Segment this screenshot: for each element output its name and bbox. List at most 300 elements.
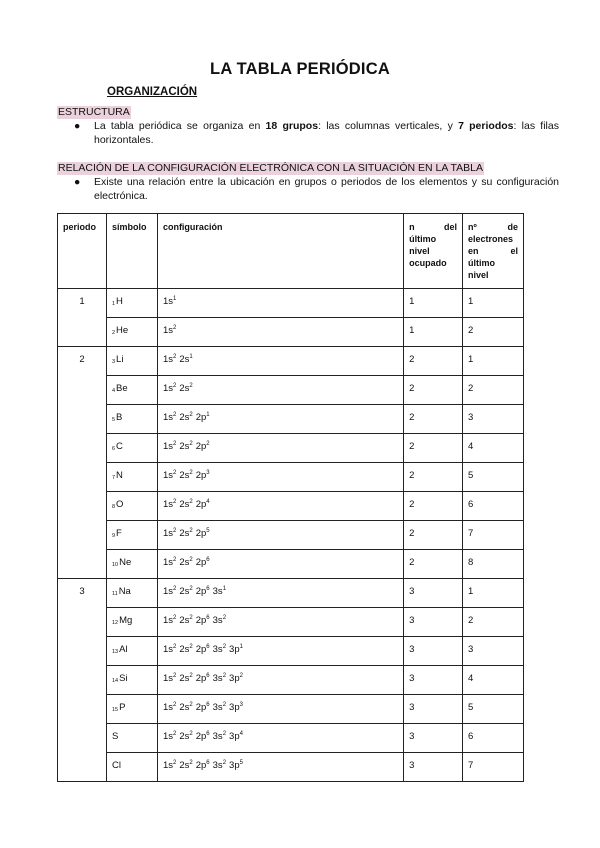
configuration-cell (157, 724, 403, 753)
electron-count: 2 (239, 673, 243, 679)
orbital-label: 2s (179, 383, 190, 394)
orbital-label: 2s (179, 412, 190, 423)
orbital-term (163, 441, 176, 452)
orbital-label: 3p (229, 760, 240, 771)
symbol-cell (106, 695, 157, 724)
element-symbol: Ne (119, 557, 132, 568)
atomic-number: 7 (111, 475, 116, 481)
configuration-cell (157, 405, 403, 434)
orbital-term (179, 470, 192, 481)
table-row (58, 666, 524, 695)
orbital-label: 2s (179, 441, 190, 452)
electrons-cell: 4 (463, 434, 524, 463)
element-symbol: F (116, 528, 122, 539)
electron-count: 6 (206, 760, 210, 766)
electrons-cell: 8 (463, 550, 524, 579)
periodic-config-table (57, 213, 524, 782)
orbital-term (163, 470, 176, 481)
symbol-cell (106, 289, 157, 318)
atomic-number: 5 (111, 417, 116, 423)
electron-count: 2 (172, 673, 177, 679)
orbital-term (229, 673, 243, 684)
orbital-label: 2s (179, 528, 190, 539)
orbital-label: 2s (179, 470, 190, 481)
electron-count: 2 (189, 383, 193, 389)
electrons-cell: 1 (463, 347, 524, 376)
orbital-label: 1s (162, 557, 173, 568)
periodo-cell: 3 (58, 579, 107, 782)
element-symbol: Na (118, 586, 131, 597)
electron-count: 2 (222, 673, 227, 679)
level-cell: 3 (404, 579, 463, 608)
orbital-label: 1s (162, 644, 173, 655)
table-row (58, 289, 524, 318)
atomic-number: 1 (111, 301, 116, 307)
orbital-label: 1s (162, 441, 173, 452)
table-row (58, 637, 524, 666)
level-cell: 2 (404, 347, 463, 376)
orbital-label: 1s (162, 528, 173, 539)
orbital-label: 2p (195, 615, 207, 626)
orbital-term (163, 760, 176, 771)
orbital-term (163, 644, 176, 655)
electrons-cell: 2 (463, 318, 524, 347)
table-row (58, 434, 524, 463)
electron-count: 2 (189, 412, 193, 418)
orbital-term (196, 441, 210, 452)
orbital-term (179, 354, 192, 365)
orbital-term (163, 296, 176, 307)
orbital-term (196, 673, 210, 684)
atomic-number: 12 (111, 620, 119, 626)
electron-count: 2 (189, 644, 193, 650)
element-symbol: Be (116, 383, 128, 394)
header-electrones: nº de electrones en el último nivel (463, 214, 524, 289)
orbital-label: 2p (195, 557, 207, 568)
header-nivel: n del último nivel ocupado (404, 214, 463, 289)
orbital-term (179, 644, 192, 655)
orbital-term (179, 702, 192, 713)
electron-count: 3 (239, 702, 243, 708)
configuration-cell (157, 492, 403, 521)
section-subtitle: ORGANIZACIÓN (107, 86, 198, 98)
orbital-term (179, 673, 192, 684)
electron-count: 4 (239, 731, 243, 737)
orbital-label: 2s (179, 557, 190, 568)
table-row (58, 492, 524, 521)
orbital-label: 2s (179, 615, 190, 626)
orbital-term (179, 731, 192, 742)
orbital-label: 1s (162, 296, 173, 307)
table-row (58, 347, 524, 376)
electron-count: 6 (206, 644, 210, 650)
orbital-term (163, 499, 176, 510)
electron-count: 2 (172, 412, 177, 418)
table-row (58, 463, 524, 492)
orbital-label: 2p (195, 499, 207, 510)
bullet-relacion (74, 175, 559, 203)
orbital-label: 1s (162, 325, 173, 336)
electrons-cell: 5 (463, 695, 524, 724)
atomic-number: 13 (111, 649, 119, 655)
orbital-label: 2p (195, 702, 207, 713)
orbital-term (229, 731, 243, 742)
orbital-term (179, 412, 192, 423)
electrons-cell: 6 (463, 492, 524, 521)
orbital-label: 2s (179, 702, 190, 713)
orbital-label: 3s (212, 586, 223, 597)
table-row (58, 521, 524, 550)
table-row (58, 579, 524, 608)
electron-count: 2 (172, 615, 177, 621)
electron-count: 2 (222, 615, 227, 621)
electrons-cell: 1 (463, 579, 524, 608)
orbital-term (213, 702, 226, 713)
configuration-cell (157, 637, 403, 666)
electron-count: 2 (172, 499, 177, 505)
atomic-number: 3 (111, 359, 116, 365)
orbital-label: 3s (212, 644, 223, 655)
orbital-term (196, 470, 210, 481)
table-row (58, 405, 524, 434)
electron-count: 2 (172, 760, 177, 766)
electron-count: 2 (189, 702, 193, 708)
symbol-cell (106, 376, 157, 405)
electrons-cell: 4 (463, 666, 524, 695)
symbol-cell (106, 666, 157, 695)
orbital-term (179, 557, 192, 568)
orbital-label: 3s (212, 615, 223, 626)
orbital-term (163, 528, 176, 539)
configuration-cell (157, 579, 403, 608)
orbital-label: 3p (229, 644, 240, 655)
orbital-label: 2s (179, 673, 190, 684)
electron-count: 2 (172, 441, 177, 447)
bullet-text: La tabla periódica se organiza en 18 grupos: las columnas verticales, y 7 periodos: las filas horizontales. (94, 120, 559, 146)
orbital-label: 1s (162, 760, 173, 771)
electron-count: 2 (172, 586, 177, 592)
orbital-label: 2s (179, 760, 190, 771)
level-cell: 3 (404, 637, 463, 666)
atomic-number: 9 (111, 533, 116, 539)
orbital-term (213, 644, 226, 655)
electron-count: 2 (222, 731, 227, 737)
periodo-cell: 1 (58, 289, 107, 347)
bullet-estructura (74, 119, 559, 147)
level-cell: 2 (404, 492, 463, 521)
configuration-cell (157, 434, 403, 463)
orbital-term (163, 702, 176, 713)
level-cell: 3 (404, 695, 463, 724)
atomic-number: 8 (111, 504, 116, 510)
orbital-term (179, 499, 192, 510)
orbital-term (196, 528, 210, 539)
orbital-term (213, 586, 226, 597)
orbital-label: 2s (179, 731, 190, 742)
orbital-term (179, 760, 192, 771)
electron-count: 2 (172, 325, 177, 331)
electron-count: 4 (206, 499, 210, 505)
electron-count: 1 (239, 644, 243, 650)
electron-count: 6 (206, 702, 210, 708)
electron-count: 2 (189, 528, 193, 534)
element-symbol: P (119, 702, 126, 713)
symbol-cell (106, 434, 157, 463)
configuration-cell (157, 289, 403, 318)
atomic-number: 15 (111, 707, 119, 713)
electron-count: 2 (189, 731, 193, 737)
section-heading-estructura: ESTRUCTURA (58, 106, 130, 118)
electron-count: 1 (189, 354, 193, 360)
electrons-cell: 7 (463, 521, 524, 550)
orbital-label: 1s (162, 731, 173, 742)
orbital-term (179, 615, 192, 626)
bullet-dot-icon: ● (74, 176, 81, 188)
electron-count: 2 (222, 760, 227, 766)
table-header-row (58, 214, 524, 289)
element-symbol: N (116, 470, 123, 481)
level-cell: 2 (404, 405, 463, 434)
symbol-cell (106, 318, 157, 347)
electrons-cell: 6 (463, 724, 524, 753)
orbital-label: 2p (195, 441, 207, 452)
orbital-term (213, 760, 226, 771)
orbital-term (163, 412, 176, 423)
orbital-term (163, 354, 176, 365)
electron-count: 2 (189, 499, 193, 505)
orbital-label: 3s (212, 731, 223, 742)
symbol-cell (106, 550, 157, 579)
orbital-label: 1s (162, 673, 173, 684)
symbol-cell (106, 492, 157, 521)
configuration-cell (157, 318, 403, 347)
electrons-cell: 3 (463, 637, 524, 666)
configuration-cell (157, 666, 403, 695)
level-cell: 2 (404, 434, 463, 463)
orbital-term (229, 644, 243, 655)
electron-count: 3 (206, 470, 210, 476)
electron-count: 2 (189, 470, 193, 476)
orbital-term (196, 557, 210, 568)
electron-count: 6 (206, 731, 210, 737)
orbital-label: 2p (195, 470, 207, 481)
level-cell: 1 (404, 289, 463, 318)
level-cell: 3 (404, 666, 463, 695)
level-cell: 2 (404, 521, 463, 550)
level-cell: 1 (404, 318, 463, 347)
configuration-cell (157, 695, 403, 724)
electron-count: 2 (189, 615, 193, 621)
electron-count: 2 (222, 644, 227, 650)
electrons-cell: 5 (463, 463, 524, 492)
orbital-term (196, 760, 210, 771)
orbital-term (196, 412, 210, 423)
electron-count: 1 (172, 296, 177, 302)
symbol-cell (106, 521, 157, 550)
symbol-cell (106, 405, 157, 434)
atomic-number: 10 (111, 562, 119, 568)
orbital-label: 3s (212, 673, 223, 684)
orbital-label: 3p (229, 731, 240, 742)
orbital-label: 3p (229, 702, 240, 713)
table-row (58, 376, 524, 405)
electron-count: 2 (172, 383, 177, 389)
orbital-label: 2s (179, 354, 190, 365)
atomic-number: 4 (111, 388, 116, 394)
electron-count: 2 (189, 441, 193, 447)
orbital-label: 2p (195, 673, 207, 684)
orbital-label: 2s (179, 586, 190, 597)
orbital-term (179, 383, 192, 394)
electron-count: 2 (172, 528, 177, 534)
configuration-cell (157, 550, 403, 579)
element-symbol: B (116, 412, 123, 423)
element-symbol: S (111, 731, 119, 742)
configuration-cell (157, 521, 403, 550)
electron-count: 6 (206, 615, 210, 621)
element-symbol: Al (119, 644, 128, 655)
element-symbol: Li (116, 354, 124, 365)
element-symbol: O (116, 499, 124, 510)
level-cell: 3 (404, 608, 463, 637)
element-symbol: He (116, 325, 129, 336)
configuration-cell (157, 347, 403, 376)
orbital-label: 2p (195, 760, 207, 771)
orbital-label: 1s (162, 354, 173, 365)
table-row (58, 550, 524, 579)
orbital-term (229, 702, 243, 713)
electron-count: 1 (222, 586, 227, 592)
level-cell: 2 (404, 376, 463, 405)
bullet-dot-icon: ● (74, 120, 81, 132)
electron-count: 1 (206, 412, 210, 418)
orbital-label: 2s (179, 644, 190, 655)
orbital-label: 2p (195, 528, 207, 539)
level-cell: 3 (404, 724, 463, 753)
orbital-label: 1s (162, 615, 173, 626)
symbol-cell (106, 463, 157, 492)
page-title: LA TABLA PERIÓDICA (210, 60, 390, 78)
header-configuracion: configuración (157, 214, 403, 289)
orbital-label: 2p (195, 731, 207, 742)
table-body (58, 289, 524, 782)
electron-count: 2 (172, 557, 177, 563)
table-row (58, 753, 524, 782)
configuration-cell (157, 753, 403, 782)
configuration-cell (157, 463, 403, 492)
table-row (58, 695, 524, 724)
section-heading-relacion: RELACIÓN DE LA CONFIGURACIÓN ELECTRÓNICA CON LA SITUACIÓN EN LA TABLA (58, 162, 483, 174)
orbital-term (179, 528, 192, 539)
periodo-cell: 2 (58, 347, 107, 579)
orbital-term (196, 499, 210, 510)
orbital-term (163, 586, 176, 597)
header-simbolo: símbolo (106, 214, 157, 289)
orbital-label: 2p (195, 586, 207, 597)
orbital-term (196, 702, 210, 713)
level-cell: 2 (404, 550, 463, 579)
orbital-label: 1s (162, 499, 173, 510)
orbital-term (163, 383, 176, 394)
electron-count: 2 (189, 673, 193, 679)
electron-count: 5 (239, 760, 243, 766)
configuration-cell (157, 376, 403, 405)
orbital-label: 3p (229, 673, 240, 684)
orbital-term (213, 731, 226, 742)
header-periodo: periodo (58, 214, 107, 289)
symbol-cell (106, 753, 157, 782)
orbital-label: 3s (212, 760, 223, 771)
table-row (58, 608, 524, 637)
element-symbol: H (116, 296, 123, 307)
orbital-term (196, 731, 210, 742)
symbol-cell (106, 347, 157, 376)
electron-count: 2 (172, 702, 177, 708)
atomic-number: 6 (111, 446, 116, 452)
electron-count: 6 (206, 557, 210, 563)
electron-count: 6 (206, 586, 210, 592)
symbol-cell (106, 579, 157, 608)
electron-count: 2 (172, 731, 177, 737)
orbital-term (196, 615, 210, 626)
orbital-label: 1s (162, 412, 173, 423)
element-symbol: Cl (111, 760, 121, 771)
electron-count: 2 (172, 470, 177, 476)
symbol-cell (106, 608, 157, 637)
level-cell: 2 (404, 463, 463, 492)
electrons-cell: 1 (463, 289, 524, 318)
electron-count: 5 (206, 528, 210, 534)
atomic-number: 11 (111, 591, 118, 597)
orbital-label: 2p (195, 644, 207, 655)
orbital-term (163, 731, 176, 742)
symbol-cell (106, 724, 157, 753)
orbital-term (163, 673, 176, 684)
electron-count: 2 (222, 702, 227, 708)
table-row (58, 724, 524, 753)
configuration-cell (157, 608, 403, 637)
electrons-cell: 7 (463, 753, 524, 782)
orbital-label: 1s (162, 383, 173, 394)
electron-count: 2 (189, 557, 193, 563)
orbital-label: 1s (162, 586, 173, 597)
electron-count: 2 (189, 586, 193, 592)
element-symbol: Si (119, 673, 128, 684)
element-symbol: Mg (119, 615, 133, 626)
table-row (58, 318, 524, 347)
orbital-term (229, 760, 243, 771)
orbital-label: 3s (212, 702, 223, 713)
element-symbol: C (116, 441, 123, 452)
electrons-cell: 3 (463, 405, 524, 434)
orbital-term (163, 557, 176, 568)
orbital-label: 2s (179, 499, 190, 510)
electron-count: 2 (172, 354, 177, 360)
atomic-number: 2 (111, 330, 116, 336)
orbital-term (196, 586, 210, 597)
electrons-cell: 2 (463, 376, 524, 405)
orbital-label: 2p (195, 412, 207, 423)
orbital-term (213, 673, 226, 684)
electron-count: 6 (206, 673, 210, 679)
bullet-text: Existe una relación entre la ubicación en grupos o periodos de los elementos y su configuración electrónica. (94, 176, 559, 202)
atomic-number: 14 (111, 678, 119, 684)
orbital-label: 1s (162, 702, 173, 713)
electron-count: 2 (172, 644, 177, 650)
orbital-term (179, 586, 192, 597)
level-cell: 3 (404, 753, 463, 782)
electron-count: 2 (206, 441, 210, 447)
